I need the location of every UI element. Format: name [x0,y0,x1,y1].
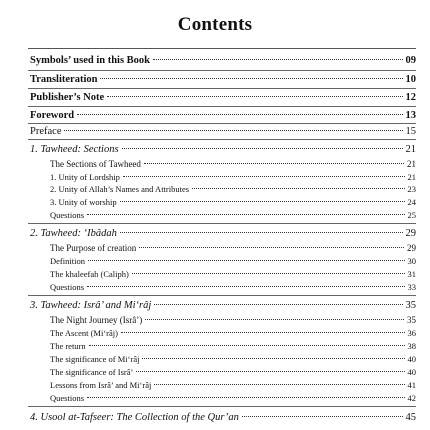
toc-entry-label: The Ascent (Mi‘râj) [50,328,118,338]
toc-entry-label: The Night Journey (Isrâ’) [50,315,143,325]
dot-leader [87,286,405,287]
toc-entry-label: The significance of Isrâ’ [50,367,134,377]
toc-entry-label: Foreword [30,110,75,121]
toc-entry-page: 09 [405,55,416,66]
toc-entry[interactable] [30,110,416,121]
dot-leader [122,148,403,149]
dot-leader [87,397,405,398]
toc-entry-label: 2. Unity of Allah’s Names and Attributes [50,184,190,194]
toc-entry[interactable] [50,210,416,220]
toc-entry-page: 31 [407,269,416,279]
toc-entry-label: Transliteration [30,74,98,85]
toc-chapter[interactable] [30,228,416,239]
dot-leader [87,214,405,215]
toc-entry-label: 1. Unity of Lordship [50,172,120,182]
divider [28,139,416,140]
dot-leader [121,332,405,333]
toc-entry-page: 23 [407,184,416,194]
toc-entry[interactable] [50,197,416,207]
divider [28,88,416,89]
toc-entry-page: 25 [407,210,416,220]
toc-entry-label: 3. Tawheed: Isrâ’ and Mi‘râj [30,300,152,311]
toc-entry[interactable] [50,172,416,182]
toc-entry-label: Questions [50,210,84,220]
dot-leader [77,114,402,115]
dot-leader [144,163,404,164]
toc-entry[interactable] [50,315,416,325]
toc-entry-page: 10 [405,74,416,85]
toc-entry-label: 3. Unity of worship [50,197,117,207]
divider [28,406,416,407]
toc-entry[interactable] [30,126,416,137]
toc-entry[interactable] [50,269,416,279]
dot-leader [192,188,404,189]
toc-entry-label: Preface [30,126,62,137]
toc-entry[interactable] [50,328,416,338]
dot-leader [120,201,405,202]
dot-leader [136,371,404,372]
divider [28,223,416,224]
toc-entry-label: Definition [50,256,85,266]
dot-leader [64,130,402,131]
dot-leader [100,78,402,79]
dot-leader [89,345,405,346]
toc-entry[interactable] [50,393,416,403]
divider [28,123,416,124]
toc-entry-page: 33 [407,282,416,292]
toc-entry[interactable] [50,159,416,169]
toc-entry-label: Symbols’ used in this Book [30,55,151,66]
toc-entry-label: 1. Tawheed: Sections [30,144,119,155]
toc-entry-label: The Sections of Tawheed [50,159,141,169]
toc-entry-label: Questions [50,282,84,292]
toc-entry[interactable] [50,367,416,377]
toc-entry-page: 21 [405,144,416,155]
toc-entry-page: 40 [407,354,416,364]
toc-chapter[interactable] [30,300,416,311]
toc-entry-label: The khaleefah (Caliph) [50,269,129,279]
toc-entry[interactable] [30,55,416,66]
toc-entry-page: 21 [407,159,416,169]
toc-entry-label: Lessons from Isrâ’ and Mi‘râj [50,380,152,390]
toc-entry-page: 29 [405,228,416,239]
dot-leader [242,416,403,417]
toc-entry-label: Questions [50,393,84,403]
toc-entry[interactable] [30,74,416,85]
toc-entry-page: 36 [407,328,416,338]
toc-entry-page: 45 [405,412,416,423]
toc-entry[interactable] [30,92,416,103]
toc-entry-page: 21 [407,172,416,182]
divider [28,106,416,107]
toc-entry-page: 40 [407,367,416,377]
toc-entry-label: The Purpose of creation [50,243,137,253]
toc-entry-label: The significance of Mi‘râj [50,354,140,364]
toc-entry-page: 30 [407,256,416,266]
dot-leader [139,247,404,248]
dot-leader [107,96,402,97]
dot-leader [120,232,403,233]
toc-entry[interactable] [50,380,416,390]
dot-leader [145,319,404,320]
toc-entry[interactable] [50,341,416,351]
toc-chapter[interactable] [30,144,416,155]
toc-entry[interactable] [50,282,416,292]
dot-leader [154,304,402,305]
toc-entry-page: 13 [405,110,416,121]
toc-entry-label: 2. Tawheed: ‘Ibâdah [30,228,117,239]
toc-entry[interactable] [50,256,416,266]
toc-entry-label: The return [50,341,86,351]
toc-entry-page: 35 [405,300,416,311]
toc-entry[interactable] [50,243,416,253]
toc-chapter[interactable] [30,412,416,423]
divider [28,295,416,296]
toc-entry-page: 35 [407,315,416,325]
dot-leader [142,358,404,359]
toc-entry[interactable] [50,184,416,194]
divider [28,70,416,71]
toc-entry-label: Publisher’s Note [30,92,105,103]
dot-leader [132,273,405,274]
toc-entry-page: 42 [407,393,416,403]
toc-entry-page: 12 [405,92,416,103]
toc-entry-page: 41 [407,380,416,390]
dot-leader [154,384,404,385]
dot-leader [153,59,402,60]
dot-leader [88,260,405,261]
page-title: Contents [177,14,253,35]
toc-entry-page: 24 [407,197,416,207]
toc-entry[interactable] [50,354,416,364]
toc-entry-label: 4. Usool at-Tafseer: The Collection of the Qur’an [30,412,239,423]
toc-entry-page: 38 [407,341,416,351]
toc-entry-page: 15 [405,126,416,137]
dot-leader [123,176,405,177]
toc-entry-page: 29 [407,243,416,253]
